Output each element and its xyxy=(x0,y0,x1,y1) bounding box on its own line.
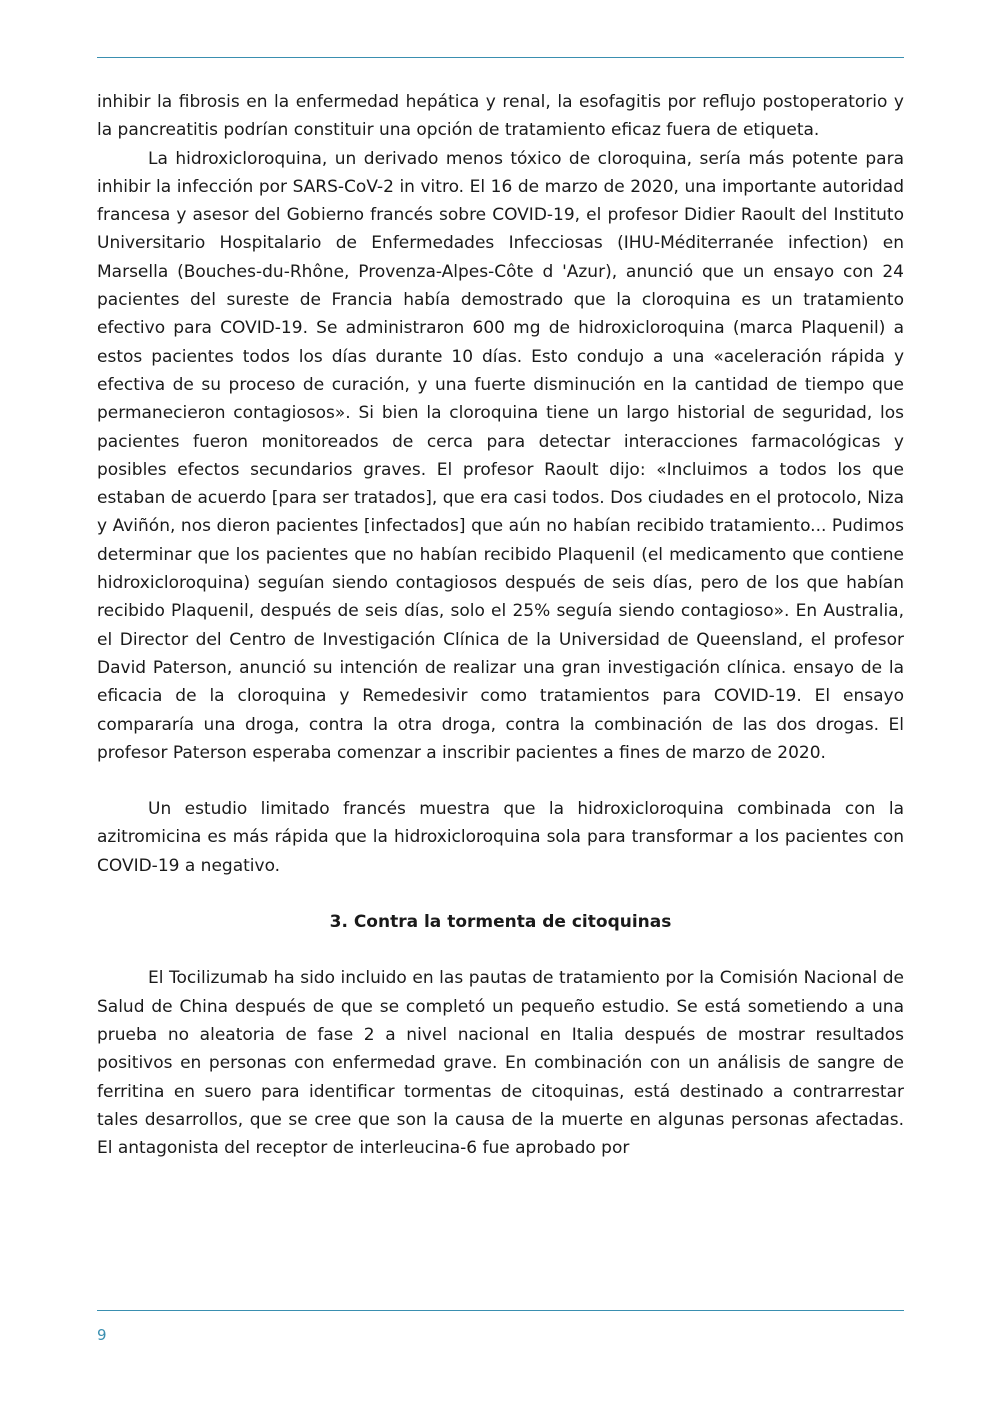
paragraph-hydroxychloroquine: La hidroxicloroquina, un derivado menos tóxico de cloroquina, sería más potente para inhibir la infección por SARS-CoV-2 in vitro. El 16 de marzo de 2020, una importante autoridad francesa y asesor del Gobierno francés sobre COVID-19, el profesor Didier Raoult del Instituto Universitario Hospitalario de Enfermedades Infecciosas (IHU-Méditerranée infection) en Marsella (Bouches-du-Rhône, Provenza-Alpes-Côte d 'Azur), anunció que un ensayo con 24 pacientes del sureste de Francia había demostrado que la cloroquina es un tratamiento efectivo para COVID-19. Se administraron 600 mg de hidroxicloroquina (marca Plaquenil) a estos pacientes todos los días durante 10 días. Esto condujo a una «aceleración rápida y efectiva de su proceso de curación, y una fuerte disminución en la cantidad de tiempo que permanecieron contagiosos». Si bien la cloroquina tiene un largo historial de seguridad, los pacientes fueron monitoreados de cerca para detectar interacciones farmacológicas y posibles efectos secundarios graves. El profesor Raoult dijo: «Incluimos a todos los que estaban de acuerdo [para ser tratados], que era casi todos. Dos ciudades en el protocolo, Niza y Aviñón, nos dieron pacientes [infectados] que aún no habían recibido tratamiento... Pudimos determinar que los pacientes que no habían recibido Plaquenil (el medicamento que contiene hidroxicloroquina) seguían siendo contagiosos después de seis días, pero de los que habían recibido Plaquenil, después de seis días, solo el 25% seguía siendo contagioso». En Australia, el Director del Centro de Investigación Clínica de la Universidad de Queensland, el profesor David Paterson, anunció su intención de realizar una gran investigación clínica. ensayo de la eficacia de la cloroquina y Remedesivir como tratamientos para COVID-19. El ensayo compararía una droga, contra la otra droga, contra la combinación de las dos drogas. El profesor Paterson esperaba comenzar a inscribir pacientes a fines de marzo de 2020. xyxy=(97,148,904,763)
section-heading: 3. Contra la tormenta de citoquinas xyxy=(329,912,672,933)
paragraph-spacer xyxy=(97,767,904,795)
page-body xyxy=(97,88,904,1162)
paragraph-continuation: inhibir la fibrosis en la enfermedad hepática y renal, la esofagitis por reflujo postoperatorio y la pancreatitis podrían constituir una opción de tratamiento eficaz fuera de etiqueta. xyxy=(97,92,904,141)
paragraph-spacer xyxy=(97,936,904,964)
paragraph-tocilizumab: El Tocilizumab ha sido incluido en las pautas de tratamiento por la Comisión Nacional de Salud de China después de que se completó un pequeño estudio. Se está sometiendo a una prueba no aleatoria de fase 2 a nivel nacional en Italia después de mostrar resultados positivos en personas con enfermedad grave. En combinación con un análisis de sangre de ferritina en suero para identificar tormentas de citoquinas, está destinado a contrarrestar tales desarrollos, que se cree que son la causa de la muerte en algunas personas afectadas. El antagonista del receptor de interleucina-6 fue aprobado por xyxy=(97,968,904,1159)
footer-rule xyxy=(97,1310,904,1311)
header-rule xyxy=(97,57,904,58)
page-number: 9 xyxy=(97,1326,107,1344)
paragraph-spacer xyxy=(97,880,904,908)
paragraph-french-study: Un estudio limitado francés muestra que la hidroxicloroquina combinada con la azitromicina es más rápida que la hidroxicloroquina sola para transformar a los pacientes con COVID-19 a negativo. xyxy=(97,799,904,876)
